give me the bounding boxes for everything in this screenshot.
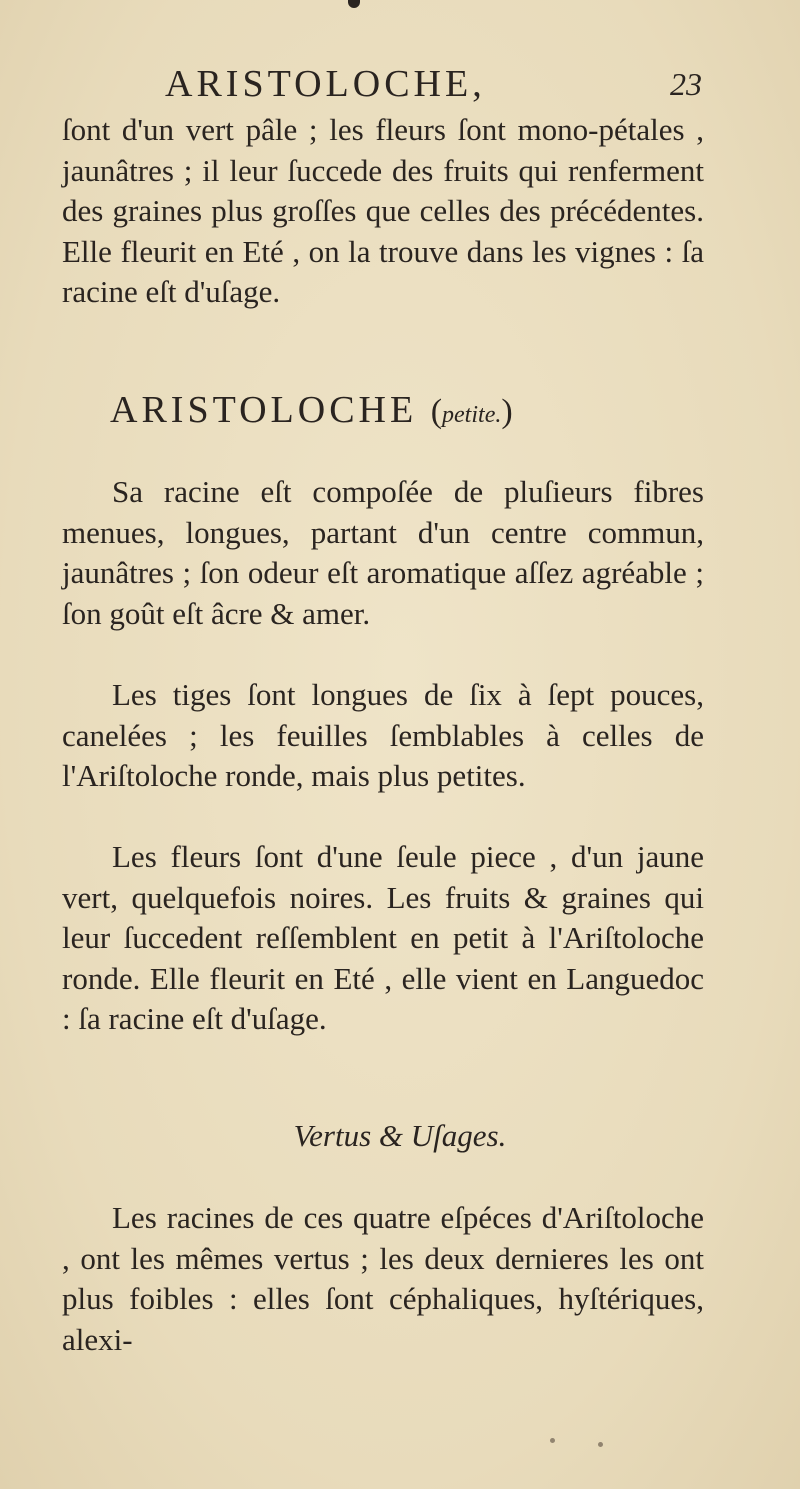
paper-speck: [598, 1442, 603, 1447]
heading-open-paren: (: [430, 393, 443, 430]
paragraph-fleurs: Les fleurs ſont d'une ſeule piece , d'un jaune vert, quelquefois noires. Les fruits & graines qui leur ſuccedent reſſemblent en petit à l'Ariſtoloche ronde. Elle fleurit en Eté , elle vient en Languedoc : ſa racine eſt d'uſage.: [62, 839, 704, 1037]
heading-main: ARISTOLOCHE: [110, 389, 418, 431]
section-heading: [110, 388, 513, 432]
paragraph-vertus: Les racines de ces quatre eſpéces d'Ariſtoloche , ont les mêmes vertus ; les deux dernieres les ont plus foibles : elles ſont céphaliques, hyſtériques, alexi-: [62, 1200, 704, 1357]
running-head-title: ARISTOLOCHE,: [165, 63, 486, 105]
page-number: 23: [670, 66, 702, 102]
heading-close-paren: ): [501, 393, 513, 430]
paper-speck: [550, 1438, 555, 1443]
paragraph-racine: Sa racine eſt compoſée de pluſieurs fibres menues, longues, partant d'un centre commun, jaunâtres ; ſon odeur eſt aromatique aſſez agréable ; ſon goût eſt âcre & amer.: [62, 474, 704, 631]
paragraph-tiges: Les tiges ſont longues de ſix à ſept pouces, canelées ; les feuilles ſemblables à celles de l'Ariſtoloche ronde, mais plus petites.: [62, 677, 704, 794]
paragraph-continued: ſont d'un vert pâle ; les fleurs ſont mono-pétales , jaunâtres ; il leur ſuccede des fruits qui renferment des graines plus groſſes que celles des précédentes. Elle fleurit en Eté , on la trouve dans les vignes : ſa racine eſt d'uſage.: [62, 112, 704, 310]
heading-subtitle: petite.: [442, 402, 502, 428]
ink-mark: [348, 0, 360, 8]
running-head: [150, 62, 710, 112]
section-title: Vertus & Uſages.: [293, 1118, 507, 1153]
